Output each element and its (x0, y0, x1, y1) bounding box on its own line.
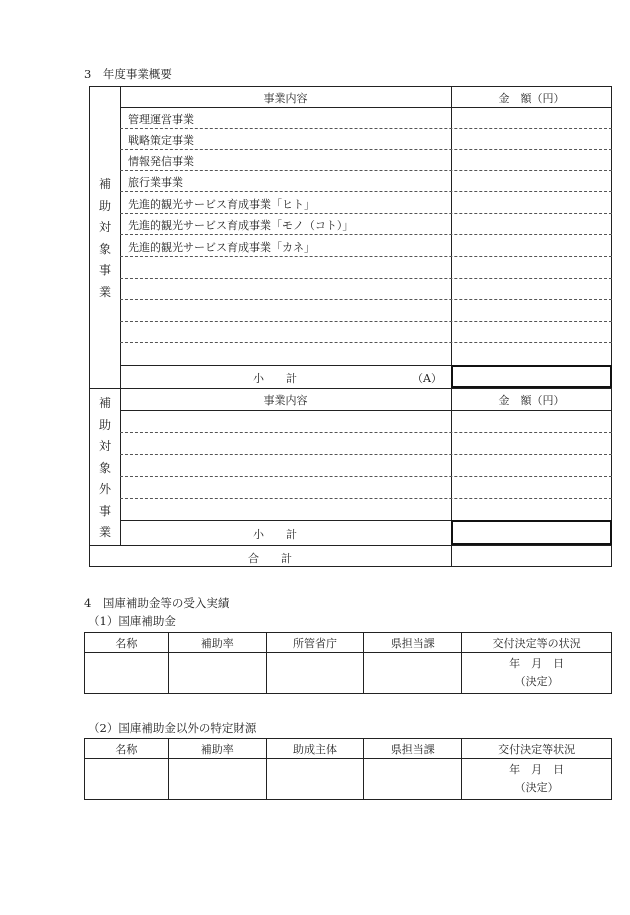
eligible-item: 情報発信事業 (128, 155, 194, 168)
subtotal2-amount-field[interactable] (451, 520, 612, 545)
rate-cell[interactable] (168, 759, 266, 800)
eligible-header-amount: 金 額（円） (498, 92, 565, 105)
eligible-vertical-label (90, 174, 120, 303)
col-header: 名称 (85, 633, 169, 653)
col-header: 交付決定等状況 (462, 739, 612, 759)
row-separator (120, 432, 612, 433)
name-cell[interactable] (85, 759, 169, 800)
row-separator (120, 256, 612, 257)
row-separator (120, 498, 612, 499)
label-char: 象 (98, 460, 111, 475)
col-header: 県担当課 (364, 633, 462, 653)
dept-cell[interactable] (364, 653, 462, 694)
col-header: 助成主体 (266, 739, 364, 759)
row-separator (120, 476, 612, 477)
eligible-header-content: 事業内容 (263, 92, 308, 105)
sub1-title: （1）国庫補助金 (88, 614, 176, 628)
label-char: 対 (98, 439, 111, 453)
label-char: 助 (98, 417, 111, 432)
col-header: 補助率 (168, 633, 266, 653)
status-decided: （決定） (514, 675, 559, 688)
label-char: 外 (98, 482, 111, 496)
eligible-item: 先進的観光サービス育成事業「モノ（コト）」 (128, 219, 354, 232)
row-separator (120, 278, 612, 279)
header-row-line (120, 107, 612, 108)
ineligible-header-line (120, 410, 612, 411)
section3-title: 3 年度事業概要 (84, 67, 172, 81)
subtotal2-label: 小 計 (253, 528, 297, 541)
label-char: 事 (98, 503, 111, 518)
section-separator (89, 388, 612, 389)
grantor-cell[interactable] (266, 759, 364, 800)
other-funds-table (84, 738, 612, 800)
rate-cell[interactable] (168, 653, 266, 694)
label-char: 業 (98, 525, 111, 539)
col-header: 県担当課 (364, 739, 462, 759)
status-cell[interactable] (462, 653, 612, 694)
status-cell[interactable] (462, 759, 612, 800)
row-separator (120, 299, 612, 300)
label-char: 象 (98, 241, 111, 256)
label-char: 補 (98, 177, 111, 191)
label-char: 対 (98, 220, 111, 234)
ministry-cell[interactable] (266, 653, 364, 694)
row-separator (120, 213, 612, 214)
status-date: 年 月 日 (509, 763, 565, 776)
subtotal-a-mark: （A） (412, 372, 442, 385)
col-header: 補助率 (168, 739, 266, 759)
ineligible-header-amount: 金 額（円） (498, 394, 565, 407)
name-cell[interactable] (85, 653, 169, 694)
status-date: 年 月 日 (509, 657, 565, 670)
section4-title: 4 国庫補助金等の受入実績 (84, 596, 230, 610)
status-decided: （決定） (514, 781, 559, 794)
col-header: 所管省庁 (266, 633, 364, 653)
eligible-item: 旅行業事業 (128, 176, 183, 189)
row-separator (120, 149, 612, 150)
label-char: 補 (98, 396, 111, 410)
row-separator (120, 191, 612, 192)
row-separator (120, 128, 612, 129)
row-separator (120, 454, 612, 455)
col-header: 交付決定等の状況 (462, 633, 612, 653)
eligible-item: 先進的観光サービス育成事業「ヒト」 (128, 198, 315, 211)
eligible-item: 管理運営事業 (128, 113, 194, 126)
amount-column-divider (451, 86, 452, 567)
dept-cell[interactable] (364, 759, 462, 800)
row-separator (120, 234, 612, 235)
ineligible-vertical-label (90, 393, 120, 544)
label-char: 事 (98, 263, 111, 277)
row-separator (120, 321, 612, 322)
total-row-line (89, 545, 612, 546)
subsidy-table (84, 632, 612, 694)
label-char: 業 (98, 284, 111, 299)
row-separator (120, 170, 612, 171)
eligible-item: 戦略策定事業 (128, 134, 194, 147)
col-header: 名称 (85, 739, 169, 759)
label-char: 助 (98, 198, 111, 213)
sub2-title: （2）国庫補助金以外の特定財源 (88, 721, 257, 735)
total-label: 合 計 (248, 552, 292, 565)
row-separator (120, 342, 612, 343)
subtotal-a-label: 小 計 (253, 372, 297, 385)
ineligible-header-content: 事業内容 (263, 394, 308, 407)
eligible-item: 先進的観光サービス育成事業「カネ」 (128, 241, 315, 254)
subtotal-a-amount-field[interactable] (451, 365, 612, 388)
